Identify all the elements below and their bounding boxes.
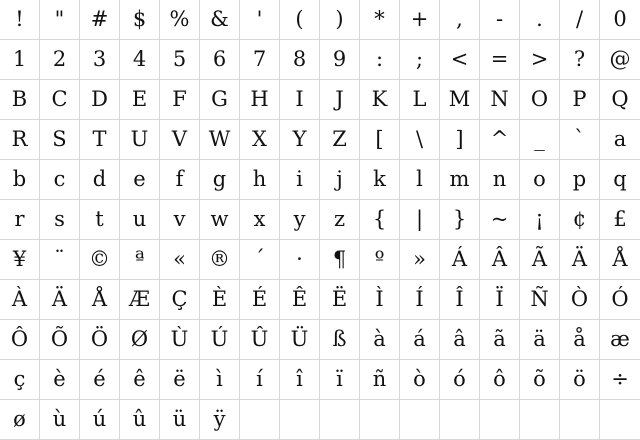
glyph-cell: À: [0, 280, 40, 320]
glyph-cell: ë: [160, 360, 200, 400]
glyph-cell: 3: [80, 40, 120, 80]
glyph-cell: 5: [160, 40, 200, 80]
glyph-cell: &: [200, 0, 240, 40]
glyph-cell: ö: [560, 360, 600, 400]
glyph-cell: ü: [160, 400, 200, 440]
glyph-cell: 4: [120, 40, 160, 80]
glyph-cell: ª: [120, 240, 160, 280]
glyph-cell: W: [200, 120, 240, 160]
glyph-cell: «: [160, 240, 200, 280]
glyph-cell: ,: [440, 0, 480, 40]
glyph-cell: Õ: [40, 320, 80, 360]
glyph-cell: 8: [280, 40, 320, 80]
glyph-cell: Û: [240, 320, 280, 360]
glyph-cell: Ì: [360, 280, 400, 320]
glyph-cell: b: [0, 160, 40, 200]
glyph-cell: 0: [600, 0, 640, 40]
glyph-cell: Z: [320, 120, 360, 160]
glyph-cell: ÿ: [200, 400, 240, 440]
glyph-cell: z: [320, 200, 360, 240]
glyph-cell: Á: [440, 240, 480, 280]
glyph-cell: i: [280, 160, 320, 200]
glyph-cell: X: [240, 120, 280, 160]
glyph-cell: [: [360, 120, 400, 160]
glyph-cell: Ö: [80, 320, 120, 360]
glyph-cell-empty: [560, 400, 600, 440]
glyph-cell: â: [440, 320, 480, 360]
glyph-cell: e: [120, 160, 160, 200]
glyph-cell: ä: [520, 320, 560, 360]
glyph-cell: h: [240, 160, 280, 200]
glyph-cell: %: [160, 0, 200, 40]
glyph-cell: k: [360, 160, 400, 200]
glyph-cell: f: [160, 160, 200, 200]
glyph-cell: K: [360, 80, 400, 120]
glyph-cell: í: [240, 360, 280, 400]
glyph-cell: D: [80, 80, 120, 120]
glyph-cell: g: [200, 160, 240, 200]
glyph-cell: C: [40, 80, 80, 120]
glyph-cell: G: [200, 80, 240, 120]
glyph-cell: ®: [200, 240, 240, 280]
glyph-cell: J: [320, 80, 360, 120]
glyph-cell: ´: [240, 240, 280, 280]
glyph-cell: Æ: [120, 280, 160, 320]
glyph-cell: è: [40, 360, 80, 400]
glyph-cell: R: [0, 120, 40, 160]
glyph-cell: Ç: [160, 280, 200, 320]
glyph-cell: Ë: [320, 280, 360, 320]
glyph-cell: B: [0, 80, 40, 120]
glyph-cell: õ: [520, 360, 560, 400]
glyph-cell: ~: [480, 200, 520, 240]
glyph-cell-empty: [480, 400, 520, 440]
glyph-cell: ¡: [520, 200, 560, 240]
glyph-cell: V: [160, 120, 200, 160]
glyph-cell: ì: [200, 360, 240, 400]
glyph-cell: l: [400, 160, 440, 200]
glyph-cell: F: [160, 80, 200, 120]
glyph-cell: q: [600, 160, 640, 200]
glyph-cell-empty: [240, 400, 280, 440]
glyph-cell: +: [400, 0, 440, 40]
glyph-cell: Ã: [520, 240, 560, 280]
glyph-cell: |: [400, 200, 440, 240]
glyph-cell: a: [600, 120, 640, 160]
glyph-cell: P: [560, 80, 600, 120]
glyph-cell: \: [400, 120, 440, 160]
glyph-cell: Ï: [480, 280, 520, 320]
glyph-cell: Ê: [280, 280, 320, 320]
glyph-cell: ã: [480, 320, 520, 360]
glyph-cell: ?: [560, 40, 600, 80]
glyph-cell: Ú: [200, 320, 240, 360]
glyph-cell: ©: [80, 240, 120, 280]
glyph-cell: *: [360, 0, 400, 40]
glyph-cell: å: [560, 320, 600, 360]
glyph-cell: x: [240, 200, 280, 240]
glyph-cell-empty: [440, 400, 480, 440]
glyph-cell: L: [400, 80, 440, 120]
glyph-cell: Â: [480, 240, 520, 280]
glyph-cell: p: [560, 160, 600, 200]
glyph-cell: »: [400, 240, 440, 280]
glyph-cell: /: [560, 0, 600, 40]
glyph-cell: æ: [600, 320, 640, 360]
glyph-cell: $: [120, 0, 160, 40]
glyph-cell: 6: [200, 40, 240, 80]
glyph-cell: y: [280, 200, 320, 240]
glyph-cell: Í: [400, 280, 440, 320]
glyph-cell: Ñ: [520, 280, 560, 320]
glyph-cell: Î: [440, 280, 480, 320]
glyph-cell: ï: [320, 360, 360, 400]
glyph-cell: Ä: [40, 280, 80, 320]
glyph-cell: ô: [480, 360, 520, 400]
glyph-cell: (: [280, 0, 320, 40]
glyph-cell: w: [200, 200, 240, 240]
glyph-cell-empty: [400, 400, 440, 440]
glyph-cell: E: [120, 80, 160, 120]
glyph-cell: O: [520, 80, 560, 120]
glyph-cell: N: [480, 80, 520, 120]
glyph-cell: u: [120, 200, 160, 240]
glyph-cell: I: [280, 80, 320, 120]
glyph-cell: Ù: [160, 320, 200, 360]
glyph-cell: º: [360, 240, 400, 280]
glyph-cell: 1: [0, 40, 40, 80]
glyph-cell: Ò: [560, 280, 600, 320]
glyph-cell: à: [360, 320, 400, 360]
glyph-cell: ^: [480, 120, 520, 160]
glyph-cell: £: [600, 200, 640, 240]
glyph-cell: s: [40, 200, 80, 240]
glyph-cell: ¨: [40, 240, 80, 280]
glyph-cell: !: [0, 0, 40, 40]
glyph-cell-empty: [280, 400, 320, 440]
glyph-cell: Ô: [0, 320, 40, 360]
glyph-cell: Ü: [280, 320, 320, 360]
glyph-cell: >: [520, 40, 560, 80]
glyph-cell: ù: [40, 400, 80, 440]
glyph-cell: á: [400, 320, 440, 360]
glyph-cell: ê: [120, 360, 160, 400]
glyph-cell: T: [80, 120, 120, 160]
glyph-cell: ò: [400, 360, 440, 400]
glyph-cell: Ø: [120, 320, 160, 360]
glyph-cell: }: [440, 200, 480, 240]
glyph-cell: d: [80, 160, 120, 200]
glyph-cell: ú: [80, 400, 120, 440]
glyph-cell: m: [440, 160, 480, 200]
glyph-cell: ¢: [560, 200, 600, 240]
glyph-cell: S: [40, 120, 80, 160]
glyph-cell: ñ: [360, 360, 400, 400]
glyph-cell: M: [440, 80, 480, 120]
glyph-cell: È: [200, 280, 240, 320]
glyph-cell: û: [120, 400, 160, 440]
glyph-cell: ç: [0, 360, 40, 400]
glyph-cell: =: [480, 40, 520, 80]
glyph-cell: t: [80, 200, 120, 240]
glyph-cell: ø: [0, 400, 40, 440]
glyph-cell: Å: [80, 280, 120, 320]
glyph-cell: 7: [240, 40, 280, 80]
glyph-cell: ¥: [0, 240, 40, 280]
glyph-cell: #: [80, 0, 120, 40]
glyph-cell-empty: [320, 400, 360, 440]
glyph-cell: 9: [320, 40, 360, 80]
glyph-cell: v: [160, 200, 200, 240]
glyph-cell: .: [520, 0, 560, 40]
glyph-cell: c: [40, 160, 80, 200]
glyph-cell: `: [560, 120, 600, 160]
glyph-cell: é: [80, 360, 120, 400]
glyph-cell: ß: [320, 320, 360, 360]
glyph-cell: ": [40, 0, 80, 40]
glyph-cell: H: [240, 80, 280, 120]
glyph-cell: -: [480, 0, 520, 40]
glyph-cell: _: [520, 120, 560, 160]
glyph-cell: {: [360, 200, 400, 240]
glyph-cell: Å: [600, 240, 640, 280]
glyph-cell: Q: [600, 80, 640, 120]
glyph-cell-empty: [360, 400, 400, 440]
glyph-cell: Ä: [560, 240, 600, 280]
glyph-cell: @: [600, 40, 640, 80]
glyph-cell: ó: [440, 360, 480, 400]
glyph-cell: 2: [40, 40, 80, 80]
glyph-cell: ;: [400, 40, 440, 80]
glyph-cell: î: [280, 360, 320, 400]
glyph-cell: j: [320, 160, 360, 200]
glyph-cell: ·: [280, 240, 320, 280]
glyph-cell: r: [0, 200, 40, 240]
glyph-cell: É: [240, 280, 280, 320]
glyph-cell: o: [520, 160, 560, 200]
glyph-cell: n: [480, 160, 520, 200]
glyph-cell: Y: [280, 120, 320, 160]
glyph-cell: :: [360, 40, 400, 80]
glyph-cell: Ó: [600, 280, 640, 320]
glyph-cell: ]: [440, 120, 480, 160]
glyph-cell: ': [240, 0, 280, 40]
glyph-cell: ¶: [320, 240, 360, 280]
glyph-cell: U: [120, 120, 160, 160]
glyph-cell: ): [320, 0, 360, 40]
glyph-cell: <: [440, 40, 480, 80]
glyph-cell: ÷: [600, 360, 640, 400]
glyph-cell-empty: [600, 400, 640, 440]
glyph-cell-empty: [520, 400, 560, 440]
